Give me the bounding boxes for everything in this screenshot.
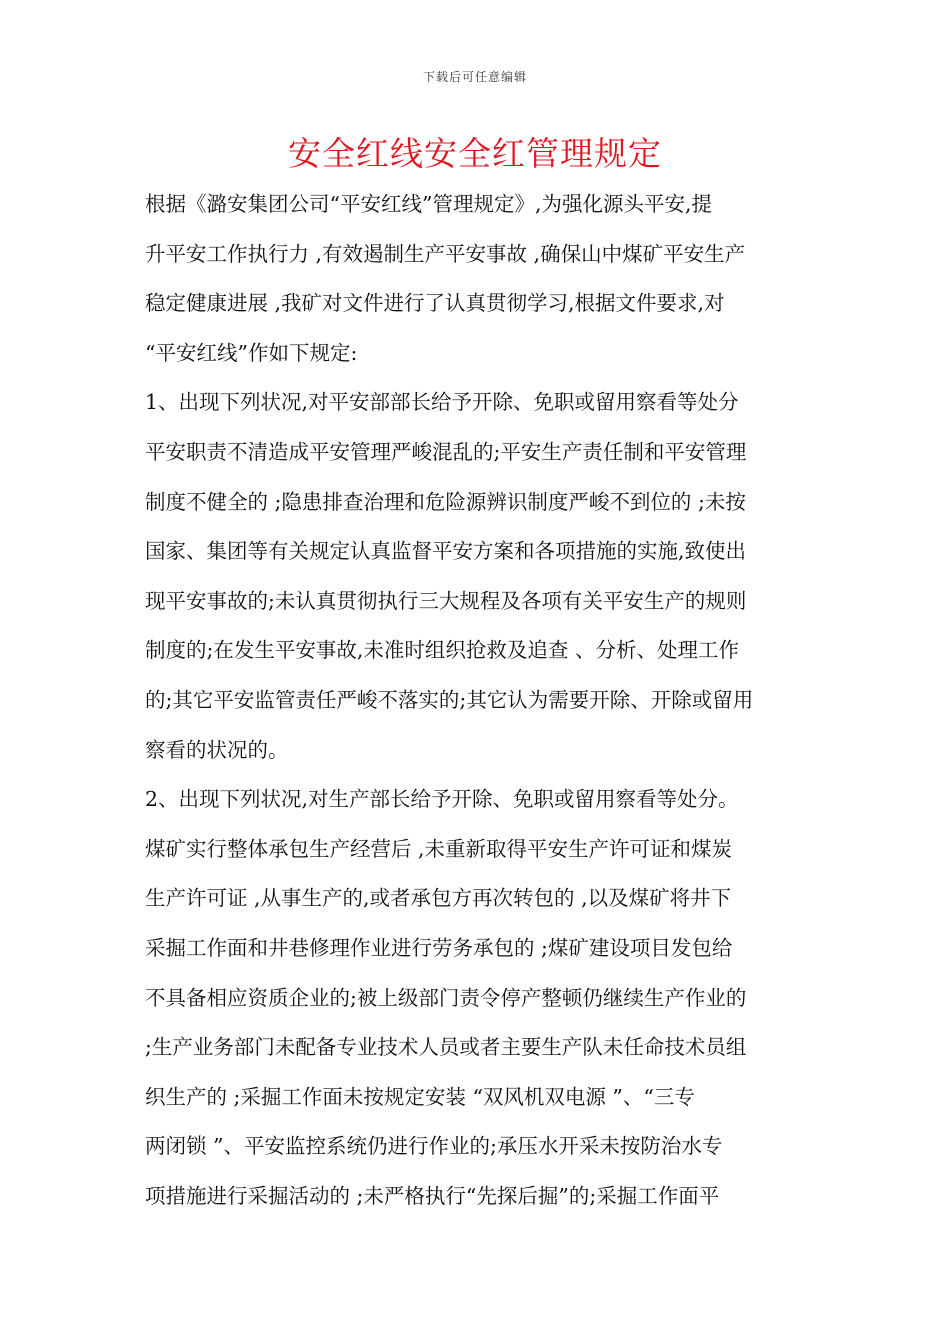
body-line: 国家、集团等有关规定认真监督平安方案和各项措施的实施,致使出 [145, 539, 747, 564]
body-line: 采掘工作面和井巷修理作业进行劳务承包的 ;煤矿建设项目发包给 [145, 935, 733, 960]
body-line: 制度不健全的 ;隐患排查治理和危险源辨识制度严峻不到位的 ;未按 [145, 489, 746, 514]
body-line: 稳定健康进展 ,我矿对文件进行了认真贯彻学习,根据文件要求,对 [145, 291, 725, 316]
body-line: ;生产业务部门未配备专业技术人员或者主要生产队未任命技术员组 [145, 1035, 747, 1060]
body-line: 项措施进行采掘活动的 ;未严格执行“先探后掘”的;采掘工作面平 [145, 1183, 720, 1208]
body-line: 不具备相应资质企业的;被上级部门责令停产整顿仍继续生产作业的 [145, 985, 747, 1010]
body-line: 察看的状况的。 [145, 737, 289, 762]
body-line: 平安职责不清造成平安管理严峻混乱的;平安生产责任制和平安管理 [145, 439, 747, 464]
document-title: 安全红线安全红管理规定 [288, 134, 662, 173]
body-line: 根据《潞安集团公司“平安红线”管理规定》,为强化源头平安,提 [145, 192, 712, 216]
body-line: 织生产的 ;采掘工作面未按规定安装 “双风机双电源 ”、“三专 [145, 1084, 695, 1109]
body-line: 现平安事故的;未认真贯彻执行三大规程及各项有关平安生产的规则 [145, 588, 747, 613]
body-line: 煤矿实行整体承包生产经营后 ,未重新取得平安生产许可证和煤炭 [145, 836, 733, 861]
body-line: “平安红线”作如下规定: [145, 340, 358, 365]
header-note: 下载后可任意编辑 [422, 70, 527, 84]
body-line: 升平安工作执行力 ,有效遏制生产平安事故 ,确保山中煤矿平安生产 [145, 241, 746, 266]
body-line: 2、出现下列状况,对生产部长给予开除、免职或留用察看等处分。 [145, 787, 739, 812]
body-line: 的;其它平安监管责任严峻不落实的;其它认为需要开除、开除或留用 [145, 687, 754, 712]
body-line: 制度的;在发生平安事故,未准时组织抢救及追查 、分析、处理工作 [145, 638, 739, 663]
body-line: 生产许可证 ,从事生产的,或者承包方再次转包的 ,以及煤矿将井下 [145, 886, 732, 911]
body-line: 两闭锁 ”、平安监控系统仍进行作业的;承压水开采未按防治水专 [145, 1134, 723, 1159]
body-line: 1、出现下列状况,对平安部部长给予开除、免职或留用察看等处分 [145, 390, 739, 415]
body-text [145, 180, 815, 1221]
